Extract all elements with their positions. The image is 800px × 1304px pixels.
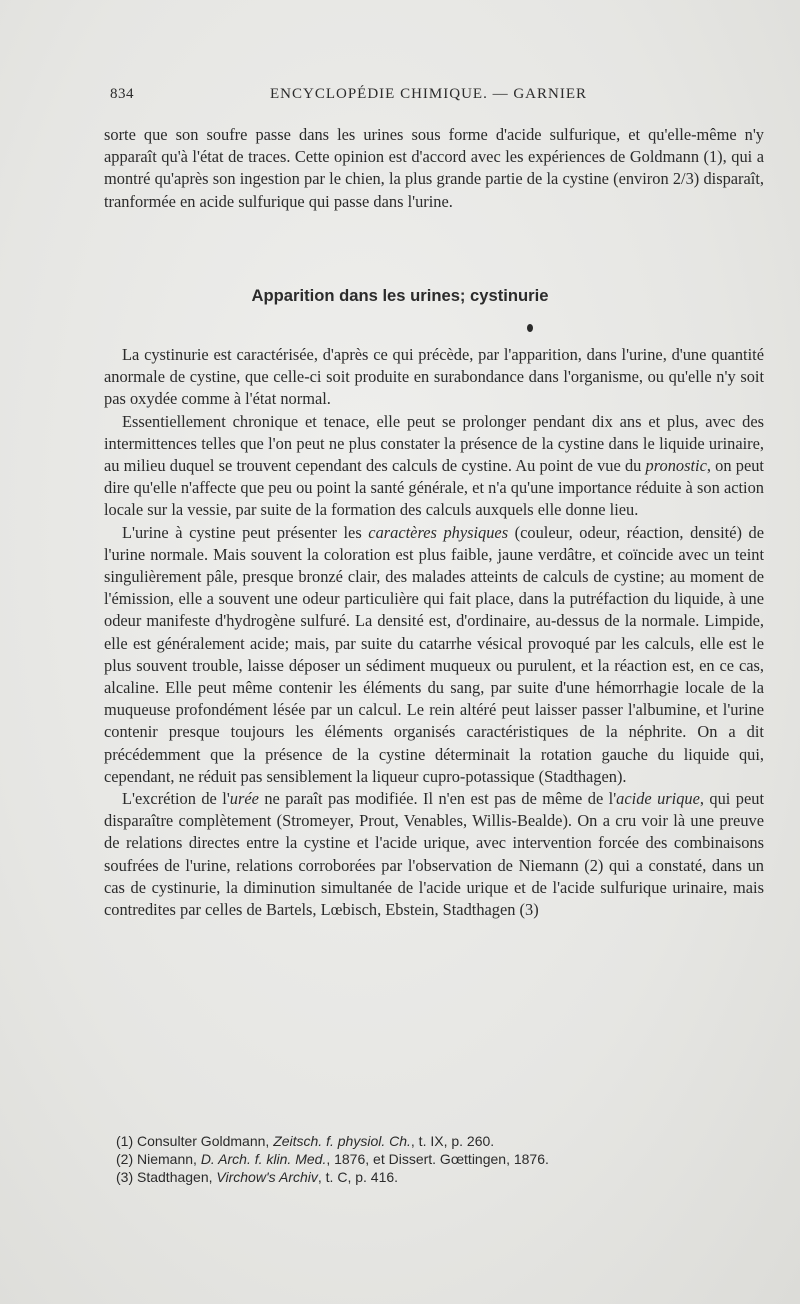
intro-text-block [104,124,764,213]
paragraph-4 [104,788,764,921]
footnote-1 [116,1132,756,1150]
footnote-2 [116,1150,756,1168]
paragraph-3-text-b: (couleur, odeur, réaction, densité) de l'urine normale. Mais souvent la coloration est plus faible, jaune verdâtre, et coïncide avec un teint singulièrement pâle, presque bronzé clair, des malades atteints de calculs de cystine; au moment de l'émission, elle a souvent une odeur particulière qui fait place, dans la putréfaction du liquide, à une odeur manifeste d'hydrogène sulfuré. La densité est, d'ordinaire, au-dessus de la normale. Limpide, elle est généralement acide; mais, par suite du catarrhe vésical provoqué par les calculs, elle est le plus souvent trouble, laisse déposer un sédiment muqueux ou purulent, et la réaction est, en ce cas, alcaline. Elle peut même contenir les éléments du sang, par suite d'une hémorrhagie locale de la muqueuse profondément lésée par un calcul. Le rein altéré peut laisser passer l'albumine, et l'urine contenir presque toujours les éléments organisés caractéristiques de la néphrite. On a dit précédemment que la présence de la cystine déterminait la rotation gauche du liquide qui, cependant, ne réduit pas sensiblement la liqueur cupro-potassique (Stadthagen). [104,522,765,786]
footnote-1-text-a: (1) Consulter Goldmann, [116,1133,274,1149]
running-head: ENCYCLOPÉDIE CHIMIQUE. — GARNIER [270,86,587,102]
paragraph-4-text-c: , qui peut disparaître complètement (Stromeyer, Prout, Venables, Willis-Bealde). On a cru voir là une preuve de relations directes entre la cystine et l'acide urique, avec intervention forcée des combinaisons soufrées de l'urine, relations corroborées par l'observation de Niemann (2) qui a constaté, dans un cas de cystinurie, la diminution simultanée de l'acide urique et de l'acide sulfurique urinaire, mais contredites par celles de Bartels, Lœbisch, Ebstein, Stadthagen (3) [104,789,765,920]
paragraph-4-text-a: L'excrétion de l' [122,789,230,809]
section-title: Apparition dans les urines; cystinurie [251,286,549,305]
footnote-2-source: D. Arch. f. klin. Med. [200,1151,327,1167]
paragraph-1-text: La cystinurie est caractérisée, d'après ce qui précède, par l'apparition, dans l'urine, d'une quantité anormale de cystine, que celle-ci soit produite en surabondance dans l'organisme, ou qu'elle n'y soit pas oxydée comme à l'état normal. [104,345,764,409]
footnotes [116,1132,756,1186]
page-header [110,86,740,110]
paragraph-2-text-b: , on peut dire qu'elle n'affecte que peu ou point la santé générale, et n'a qu'une importance réduite à son action locale sur la vessie, par suite de la formation des calculs auxquels elle donne lieu. [104,456,764,520]
ink-mark [527,324,533,332]
paragraph-3-text-a: L'urine à cystine peut présenter les [122,522,369,542]
paragraph-4-emphasis-2: acide urique [616,789,700,809]
intro-paragraph: sorte que son soufre passe dans les urines sous forme d'acide sulfurique, et qu'elle-même n'y apparaît qu'à l'état de traces. Cette opinion est d'accord avec les expériences de Goldmann (1), qui a montré qu'après son ingestion par le chien, la plus grande partie de la cystine (environ 2/3) disparaît, tranformée en acide sulfurique qui passe dans l'urine. [104,125,764,211]
paragraph-1 [104,344,764,411]
footnote-3-text-a: (3) Stadthagen, [116,1169,217,1185]
paragraph-2-text-a: Essentiellement chronique et tenace, elle peut se prolonger pendant dix ans et plus, avec des intermittences telles que l'on peut ne plus constater la présence de la cystine dans le liquide urinaire, au milieu duquel se trouvent cependant des calculs de cystine. Au point de vue du [104,411,764,476]
footnote-2-text-a: (2) Niemann, [116,1151,201,1167]
footnote-2-text-b: , 1876, et Dissert. Gœttingen, 1876. [326,1151,549,1167]
footnote-1-source: Zeitsch. f. physiol. Ch. [273,1133,411,1149]
footnote-3-text-b: , t. C, p. 416. [317,1169,399,1185]
main-text-block [104,344,764,921]
paragraph-4-emphasis-1: urée [229,789,259,809]
paragraph-3-emphasis: caractères physiques [368,522,509,542]
paragraph-3 [104,522,764,788]
paragraph-2-emphasis: pronostic [645,456,707,476]
paragraph-2 [104,411,764,522]
paragraph-4-text-b: ne paraît pas modifiée. Il n'en est pas de même de l' [258,789,617,809]
page-number: 834 [110,86,134,102]
footnote-3 [116,1168,756,1186]
footnote-3-source: Virchow's Archiv [216,1169,318,1185]
footnote-1-text-b: , t. IX, p. 260. [410,1133,495,1149]
